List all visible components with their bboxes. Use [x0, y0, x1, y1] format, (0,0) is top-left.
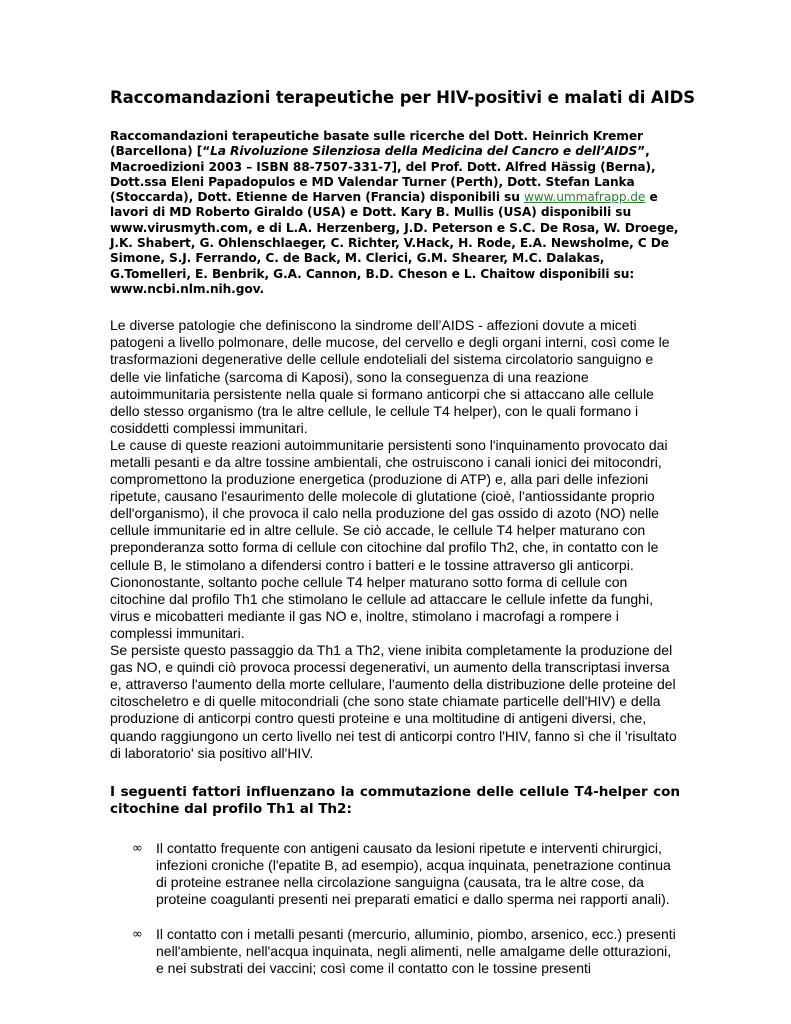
book-title: La Rivoluzione Silenziosa della Medicina del Cancro e dell’AIDS	[210, 144, 638, 159]
intro-text-part3: e lavori di MD Roberto Giraldo (USA) e Dott. Kary B. Mullis (USA) disponibili su www.virusmyth.com, e di L.A. Herzenberg, J.D. Peterson e S.C. De Rosa, W. Droege, J.K. Shabert, G. Ohlenschlaeger, C. Richter, V.Hack, H. Rode, E.A. Newsholme, C De Simone, S.J. Ferrando, C. de Back, M. Clerici, G.M. Shearer, M.C. Dalakas, G.Tomelleri, E. Benbrik, G.A. Cannon, B.D. Cheson e L. Chaitow disponibili su: www.ncbi.nlm.nih.gov.	[110, 190, 679, 296]
list-item-text: Il contatto con i metalli pesanti (mercurio, alluminio, piombo, arsenico, ecc.) presenti nell'ambiente, nell'acqua inquinata, negli alimenti, nelle amalgame delle otturazioni, e nei substrati dei vaccini; così come il contatto con le tossine presenti	[156, 926, 676, 977]
factor-list	[110, 840, 680, 978]
section-heading: I seguenti fattori influenzano la commutazione delle cellule T4-helper con citochine dal profilo Th1 al Th2:	[110, 783, 680, 817]
intro-text-part2: ”, Macroedizioni 2003 – ISBN 88-7507-331-7], del Prof. Dott. Alfred Hässig (Berna), Dott.ssa Eleni Papadopulos e MD Valendar Turner (Perth), Dott. Stefan Lanka (Stoccarda), Dott. Etienne de Harven (Francia) disponibili su	[110, 144, 656, 205]
list-item-text: Il contatto frequente con antigeni causato da lesioni ripetute e interventi chirurgici, infezioni croniche (l'epatite B, ad esempio), acqua inquinata, penetrazione continua di proteine estranee nella circolazione sanguigna (causata, tra le altre cose, da proteine coagulanti presenti nei preparati ematici e dallo sperma nei rapporti anali).	[156, 839, 671, 907]
body-paragraph-1: Le diverse patologie che definiscono la sindrome dell’AIDS - affezioni dovute a miceti patogeni a livello polmonare, delle mucose, del cervello e degli organi interni, così come le trasformazioni degenerative delle cellule endoteliali del sistema circolatorio sanguigno e delle vie linfatiche (sarcoma di Kaposi), sono la conseguenza di una reazione autoimmunitaria persistente nella quale si formano anticorpi che si attaccano alle cellule dello stesso organismo (tra le altre cellule, le cellule T4 helper), con le quali formano i cosiddetti complessi immunitari.	[110, 317, 670, 436]
body-paragraph-3: Se persiste questo passaggio da Th1 a Th2, viene inibita completamente la produzione del gas NO, e quindi ciò provoca processi degenerativi, un aumento della transcriptasi inversa e, attraverso l'aumento della morte cellulare, l'aumento della distribuzione delle proteine del citoscheletro e di quelle mitocondriali (che sono state chiamate particelle dell'HIV) e della produzione di anticorpi contro questi proteine e una moltitudine di antigeni diversi, che, quando raggiungono un certo livello nei test di anticorpi contro l'HIV, fanno sì che il 'risultato di laboratorio' sia positivo all'HIV.	[110, 642, 677, 761]
list-item	[110, 840, 680, 908]
body-paragraph-2: Le cause di queste reazioni autoimmunitarie persistenti sono l'inquinamento provocato dai metalli pesanti e da altre tossine ambientali, che ostruiscono i canali ionici dei mitocondri, compromettono la produzione energetica (produzione di ATP) e, alla pari delle infezioni ripetute, causano l'esaurimento delle molecole di glutatione (cioè, l'antiossidante proprio dell'organismo), il che provoca il calo nella produzione del gas ossido di azoto (NO) nelle cellule immunitarie ed in altre cellule. Se ciò accade, le cellule T4 helper maturano con preponderanza sotto forma di cellule con citochine dal profilo Th2, che, in contatto con le cellule B, le stimolano a difendersi contro i batteri e le tossine attraverso gli anticorpi. Ciononostante, soltanto poche cellule T4 helper maturano sotto forma di cellule con citochine dal profilo Th1 che stimolano le cellule ad attaccare le cellule infette da funghi, virus e micobatteri mediante il gas NO e, inoltre, stimolano i macrofagi a rompere i complessi immunitari.	[110, 436, 668, 641]
document-title: Raccomandazioni terapeutiche per HIV-positivi e malati di AIDS	[110, 88, 696, 107]
list-item	[110, 926, 680, 977]
document-page	[110, 88, 696, 995]
infinity-bullet-icon: ∞	[132, 927, 143, 943]
infinity-bullet-icon: ∞	[132, 840, 143, 856]
intro-text-part1: Raccomandazioni terapeutiche basate sulle ricerche del Dott. Heinrich Kremer (Barcellona) [“	[110, 129, 643, 159]
intro-paragraph	[110, 129, 680, 297]
ummafrapp-link[interactable]: www.ummafrapp.de	[523, 190, 646, 205]
